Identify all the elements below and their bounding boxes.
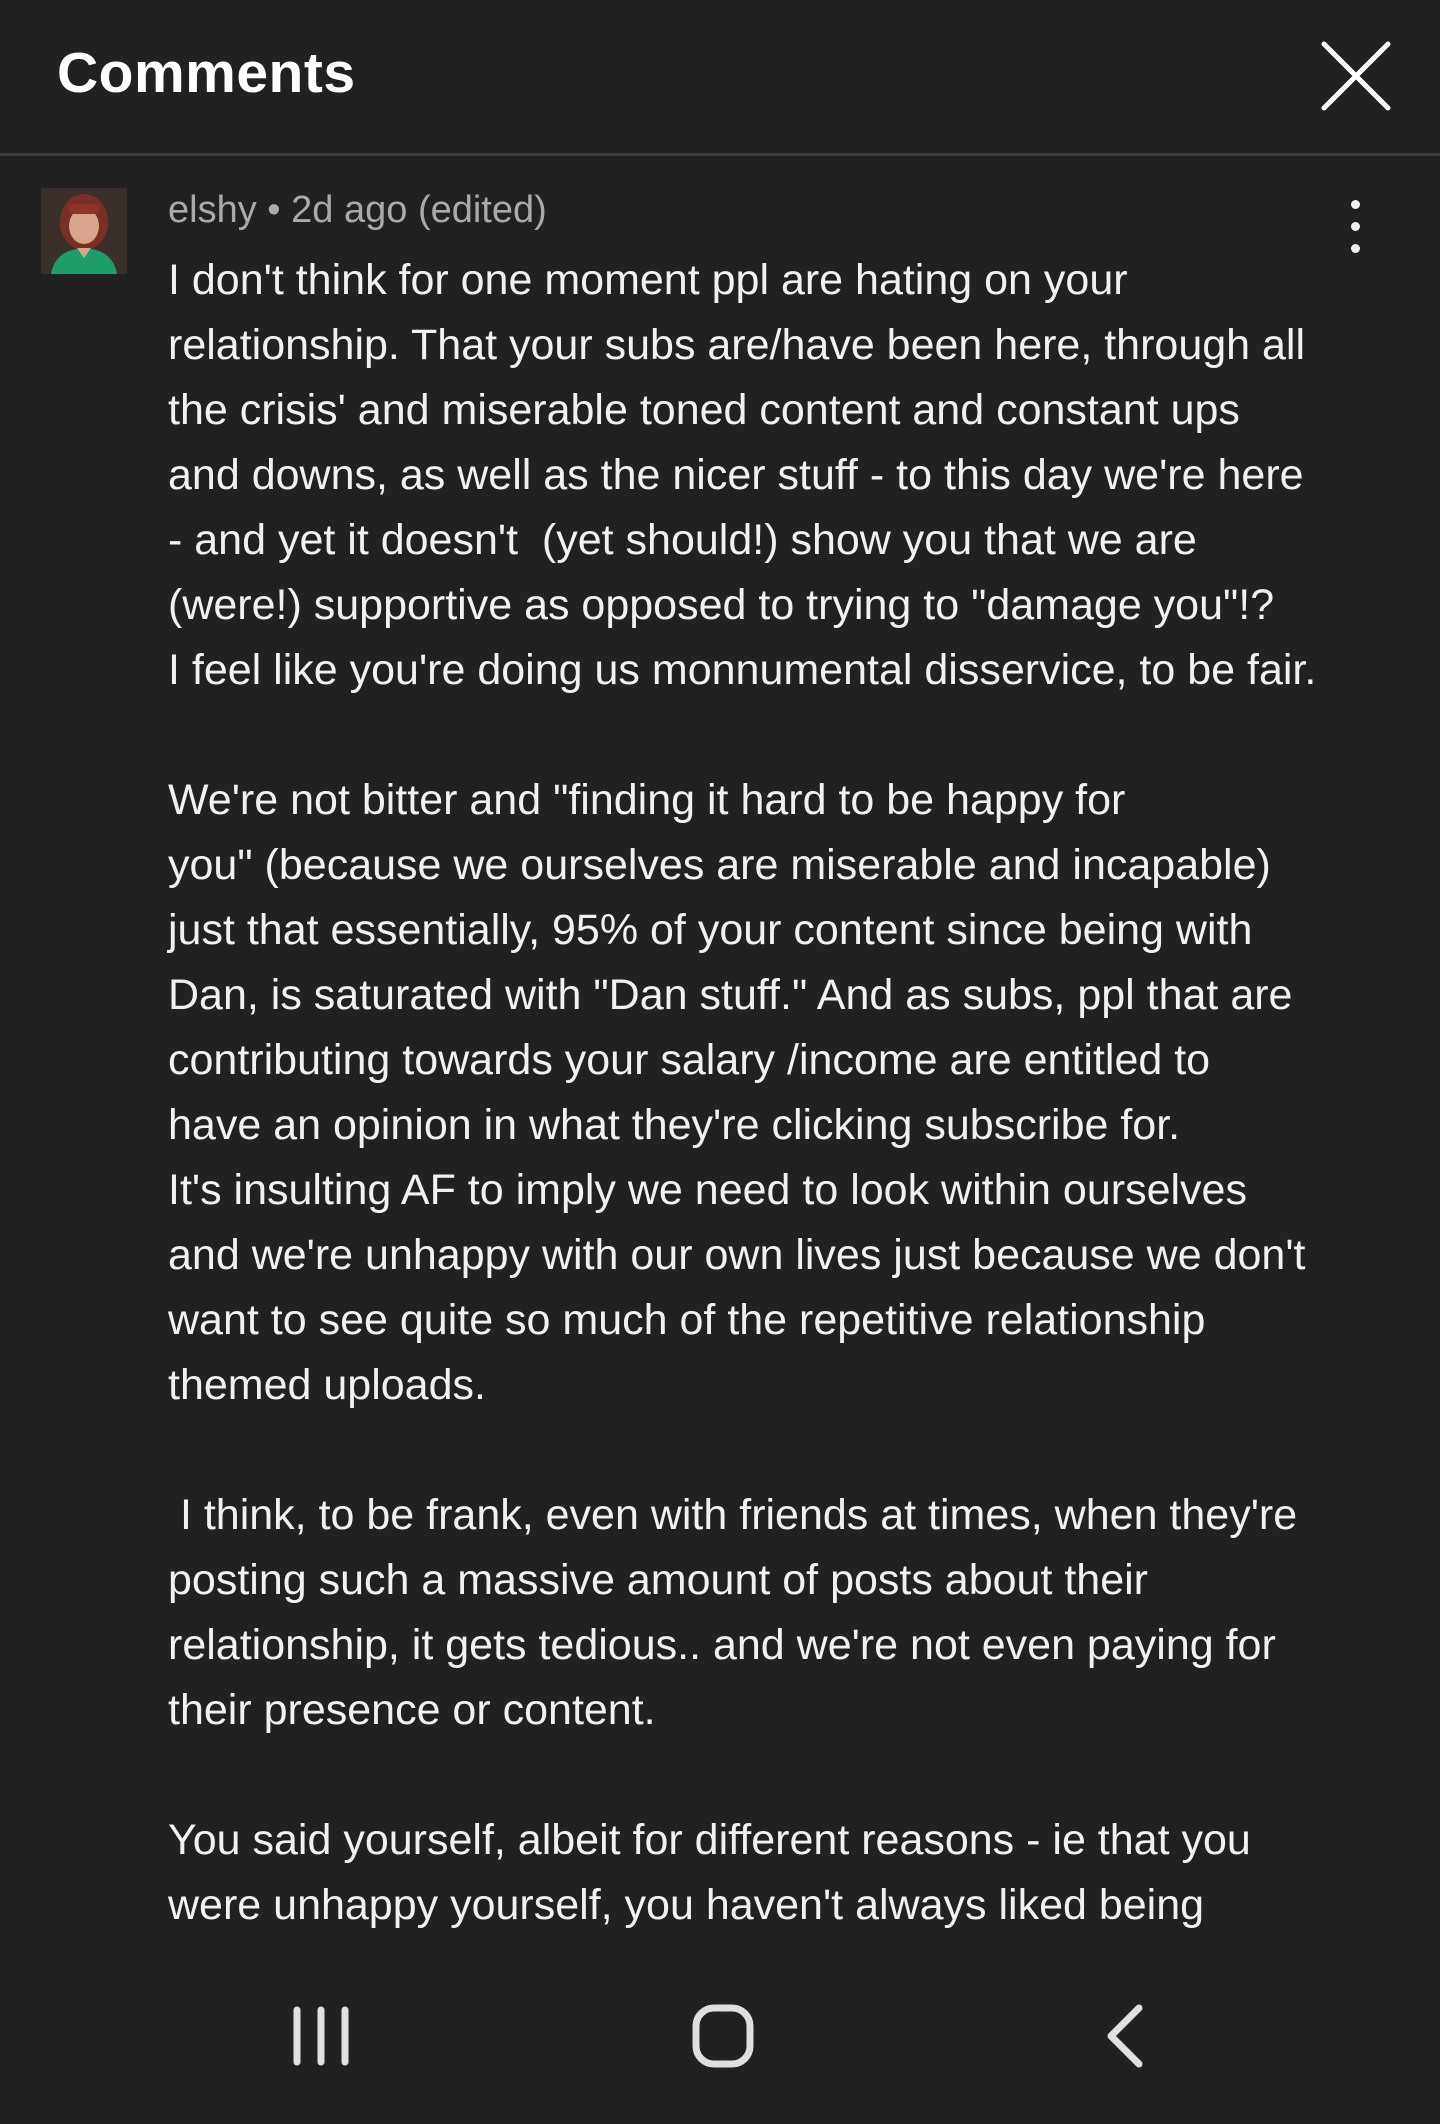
home-icon [663, 1976, 783, 2096]
content-edge [0, 1948, 1440, 1956]
comment-line: and downs, as well as the nicer stuff - to this day we're here [168, 451, 1304, 499]
comment-line: posting such a massive amount of posts about their [168, 1556, 1148, 1604]
comment-text [168, 248, 1368, 1948]
comment-line: We're not bitter and "finding it hard to be happy for [168, 776, 1126, 824]
comment-author[interactable]: elshy [168, 189, 257, 231]
back-icon [1065, 1976, 1185, 2096]
comment-line: relationship. That your subs are/have been here, through all [168, 321, 1306, 369]
avatar[interactable] [41, 188, 127, 274]
comment-line: were unhappy yourself, you haven't always liked being [168, 1881, 1205, 1929]
comment-meta [168, 189, 547, 232]
comment-line: and we're unhappy with our own lives just because we don't [168, 1231, 1306, 1279]
comment-line: I feel like you're doing us monnumental disservice, to be fair. [168, 646, 1317, 694]
comment-line: contributing towards your salary /income are entitled to [168, 1036, 1211, 1084]
back-button[interactable] [1065, 1976, 1185, 2096]
comment-line: their presence or content. [168, 1686, 656, 1734]
comment-line: have an opinion in what they're clicking subscribe for. [168, 1101, 1181, 1149]
comment-line: - and yet it doesn't (yet should!) show you that we are [168, 516, 1197, 564]
comment-line: I think, to be frank, even with friends at times, when they're [168, 1491, 1298, 1539]
comment-timestamp: 2d ago (edited) [291, 189, 547, 231]
comment-line: themed uploads. [168, 1361, 486, 1409]
page-title: Comments [57, 41, 356, 105]
comment-paragraph-break [168, 1743, 1368, 1808]
comment-line: just that essentially, 95% of your content since being with [168, 906, 1253, 954]
comment-line: I don't think for one moment ppl are hating on your [168, 256, 1128, 304]
comment-item [0, 156, 1440, 1956]
comment-line: You said yourself, albeit for different reasons - ie that you [168, 1816, 1251, 1864]
recent-apps-icon [261, 1976, 381, 2096]
recent-apps-button[interactable] [261, 1976, 381, 2096]
home-button[interactable] [663, 1976, 783, 2096]
comments-header [0, 0, 1440, 156]
comment-line: relationship, it gets tedious.. and we're not even paying for [168, 1621, 1276, 1669]
more-vert-icon [1351, 200, 1360, 209]
close-button[interactable] [1316, 36, 1396, 116]
close-icon [1316, 36, 1396, 116]
comment-line: It's insulting AF to imply we need to look within ourselves [168, 1166, 1247, 1214]
more-vert-icon-dot [1351, 222, 1360, 231]
system-navigation-bar [0, 1956, 1440, 2124]
comment-paragraph-break [168, 1418, 1368, 1483]
meta-separator: • [267, 189, 281, 231]
avatar-image [41, 188, 127, 274]
comment-paragraph-break [168, 703, 1368, 768]
comment-line: want to see quite so much of the repetitive relationship [168, 1296, 1206, 1344]
comment-line: the crisis' and miserable toned content and constant ups [168, 386, 1240, 434]
comment-line: Dan, is saturated with "Dan stuff." And as subs, ppl that are [168, 971, 1293, 1019]
comment-line: you" (because we ourselves are miserable and incapable) [168, 841, 1271, 889]
comment-line: (were!) supportive as opposed to trying to "damage you"!? [168, 581, 1275, 629]
